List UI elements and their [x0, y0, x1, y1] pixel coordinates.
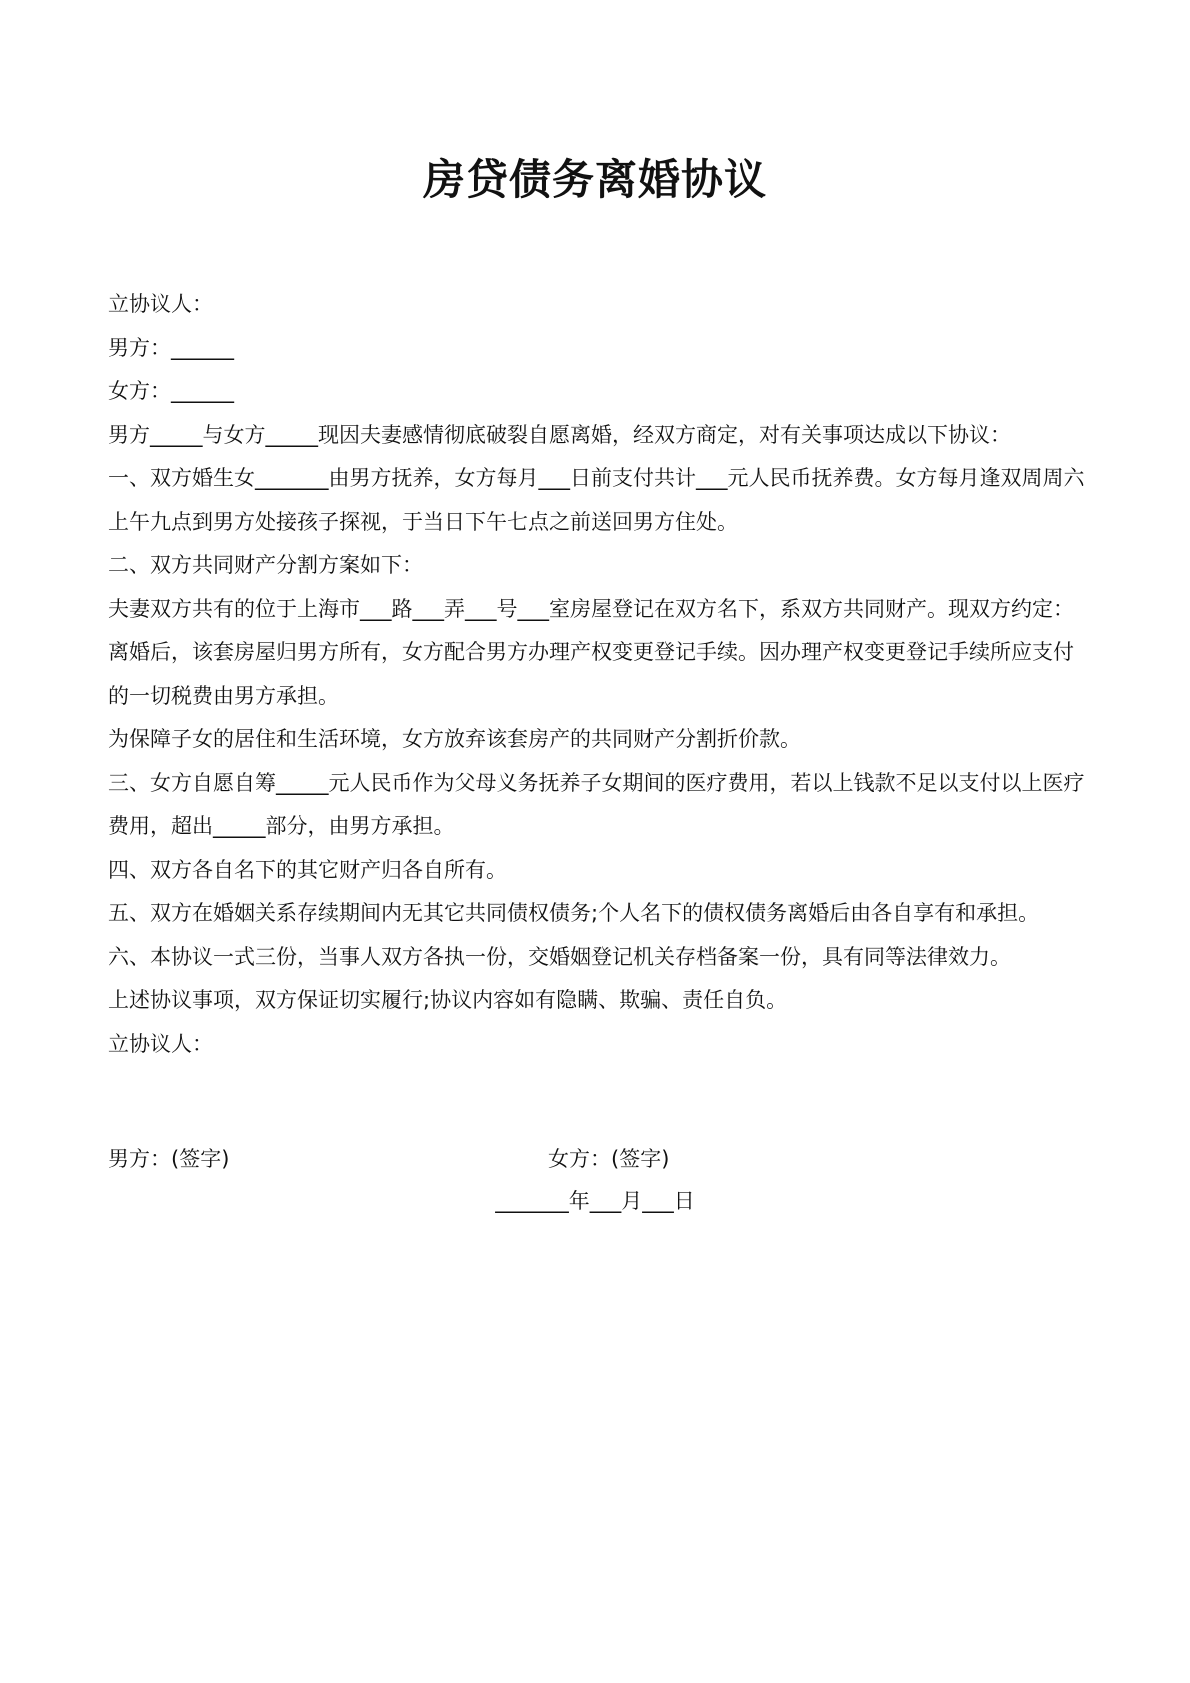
agreement-body: [108, 283, 1088, 1066]
paragraph-clause-6: 六、本协议一式三份，当事人双方各执一份，交婚姻登记机关存档备案一份，具有同等法律效力。: [108, 944, 1011, 969]
signature-row: [108, 1139, 1088, 1179]
paragraph-parties-heading: 立协议人：: [108, 292, 213, 316]
paragraph-property: 夫妻双方共有的位于上海市___路___弄___号___室房屋登记在双方名下，系双方共同财产。现双方约定：: [108, 596, 1074, 621]
paragraph-clause-4: 四、双方各自名下的其它财产归各自所有。: [108, 857, 507, 882]
paragraph-guarantee: 上述协议事项，双方保证切实履行;协议内容如有隐瞒、欺骗、责任自负。: [108, 988, 788, 1012]
paragraph-clause-5: 五、双方在婚姻关系存续期间内无其它共同债权债务;个人名下的债权债务离婚后由各自享有和承担。: [108, 901, 1040, 925]
paragraph-clause-1: 一、双方婚生女_______由男方抚养，女方每月___日前支付共计___元人民币抚养费。女方每月逢双周周六上午九点到男方处接孩子探视，于当日下午七点之前送回男方住处。: [108, 466, 1085, 534]
paragraph-male-party: 男方：______: [108, 335, 234, 360]
paragraph-clause-2: 二、双方共同财产分割方案如下：: [108, 553, 423, 577]
female-signature: 女方：(签字): [548, 1147, 670, 1171]
paragraph-signatories-heading: 立协议人：: [108, 1031, 213, 1056]
paragraph-waiver: 为保障子女的居住和生活环境，女方放弃该套房产的共同财产分割折价款。: [108, 727, 801, 751]
date-line: _______年___月___日: [495, 1189, 695, 1213]
document-title: 房贷债务离婚协议: [422, 155, 767, 204]
paragraph-house-ownership: 离婚后，该套房屋归男方所有，女方配合男方办理产权变更登记手续。因办理产权变更登记手续所应支付的一切税费由男方承担。: [108, 640, 1074, 708]
paragraph-female-party: 女方：______: [108, 379, 234, 403]
paragraph-clause-3: 三、女方自愿自筹_____元人民币作为父母义务抚养子女期间的医疗费用，若以上钱款不足以支付以上医疗费用，超出_____部分，由男方承担。: [108, 770, 1085, 838]
paragraph-intro: 男方_____与女方_____现因夫妻感情彻底破裂自愿离婚，经双方商定，对有关事项达成以下协议：: [108, 422, 1011, 447]
male-signature: 男方：(签字): [108, 1147, 230, 1171]
